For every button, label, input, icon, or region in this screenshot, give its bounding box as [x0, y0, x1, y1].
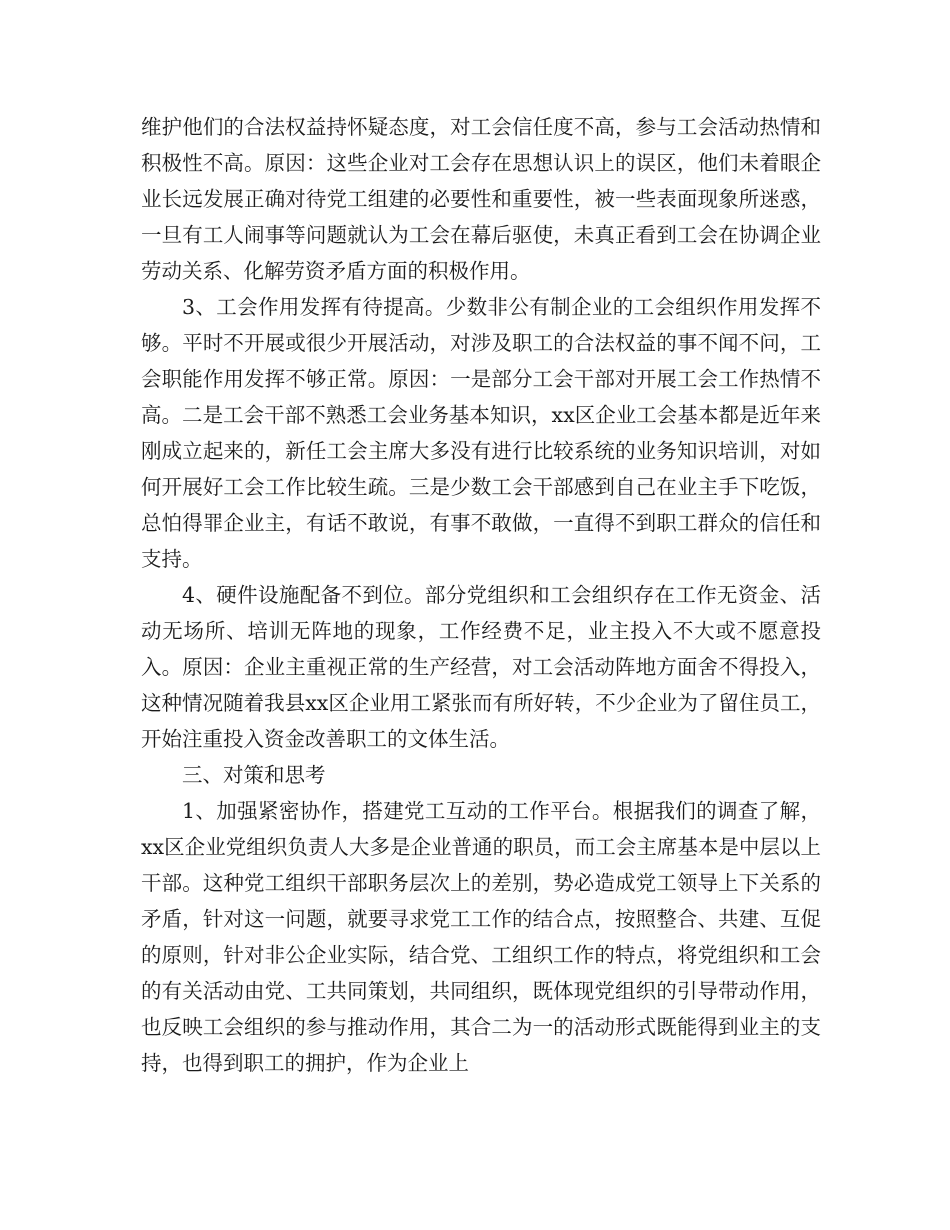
paragraph-union-role: 3、工会作用发挥有待提高。少数非公有制企业的工会组织作用发挥不够。平时不开展或很少开展活动，对涉及职工的合法权益的事不闻不问，工会职能作用发挥不够正常。原因：一是部分工会干部对开展工会工作热情不高。二是工会干部不熟悉工会业务基本知识，xx区企业工会基本都是近年来刚成立起来的，新任工会主席大多没有进行比较系统的业务知识培训，对如何开展好工会工作比较生疏。三是少数工会干部感到自己在业主手下吃饭，总怕得罪企业主，有话不敢说，有事不敢做，一直得不到职工群众的信任和支持。	[141, 295, 821, 571]
paragraph-hardware-facilities: 4、硬件设施配备不到位。部分党组织和工会组织存在工作无资金、活动无场所、培训无阵地的现象，工作经费不足，业主投入不大或不愿意投入。原因：企业主重视正常的生产经营，对工会活动阵地方面舍不得投入，这种情况随着我县xx区企业用工紧张而有所好转，不少企业为了留住员工，开始注重投入资金改善职工的文体生活。	[141, 583, 821, 751]
paragraph-cooperation-platform: 1、加强紧密协作，搭建党工互动的工作平台。根据我们的调查了解，xx区企业党组织负责人大多是企业普通的职员，而工会主席基本是中层以上干部。这种党工组织干部职务层次上的差别，势必造成党工领导上下关系的矛盾，针对这一问题，就要寻求党工工作的结合点，按照整合、共建、互促的原则，针对非公企业实际，结合党、工组织工作的特点，将党组织和工会的有关活动由党、工共同策划，共同组织，既体现党组织的引导带动作用，也反映工会组织的参与推动作用，其合二为一的活动形式既能得到业主的支持，也得到职工的拥护，作为企业上	[141, 799, 821, 1075]
document-body	[141, 109, 821, 1081]
section-heading-countermeasures: 三、对策和思考	[182, 763, 326, 787]
paragraph-trade-union-trust: 维护他们的合法权益持怀疑态度，对工会信任度不高，参与工会活动热情和积极性不高。原因：这些企业对工会存在思想认识上的误区，他们未着眼企业长远发展正确对待党工组建的必要性和重要性，被一些表面现象所迷惑，一旦有工人闹事等问题就认为工会在幕后驱使，未真正看到工会在协调企业劳动关系、化解劳资矛盾方面的积极作用。	[141, 115, 821, 283]
